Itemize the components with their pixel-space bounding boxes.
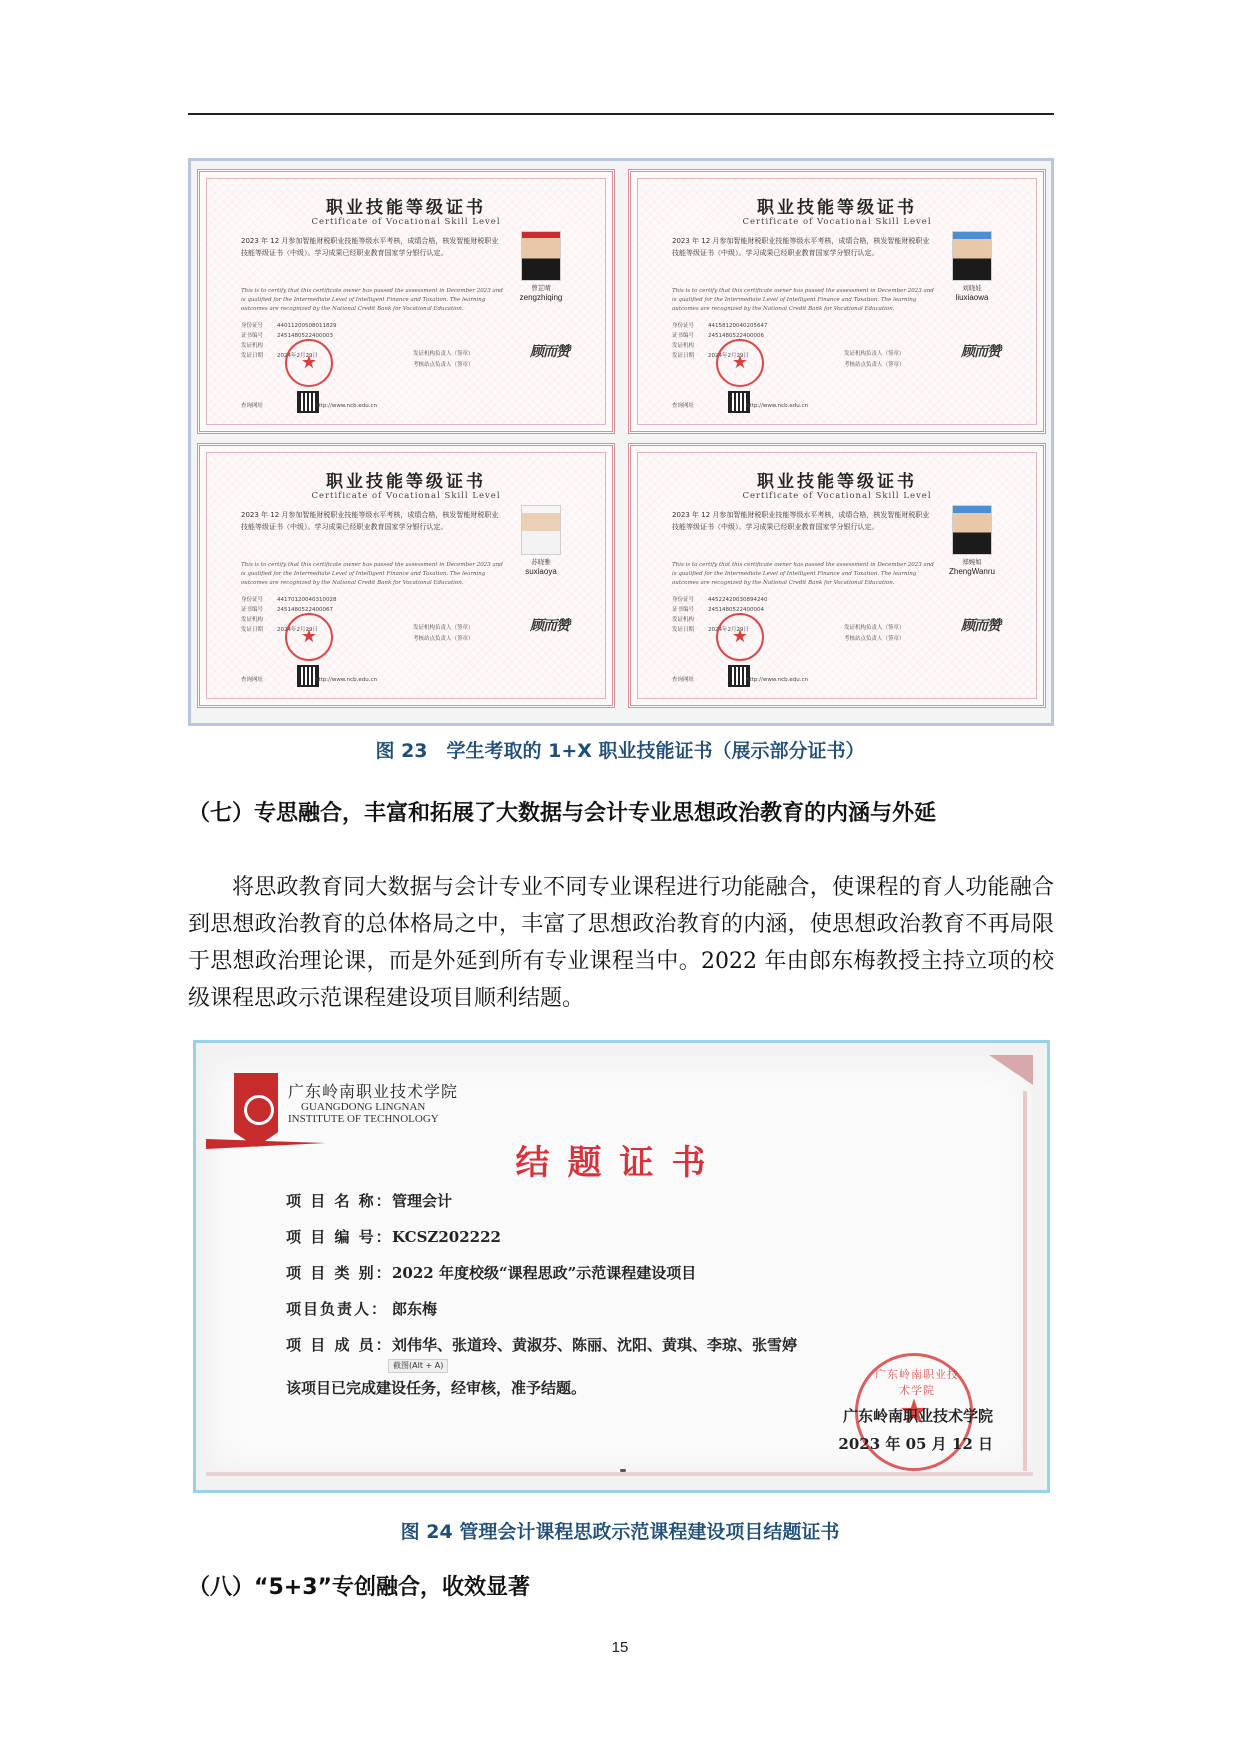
field-row: [672, 331, 768, 341]
field-value: 2024年2月29日: [708, 353, 749, 359]
verify-row: [672, 675, 808, 683]
signer-issuing: 发证机构负责人（签章）: [413, 351, 474, 357]
field-key: 项 目 名 称：: [286, 1192, 393, 1210]
field-row: [286, 1255, 906, 1291]
certificate-body-en: This is to certify that this certificate owner has passed the assessment in December 2023 and is qualified for the Intermediate Level of Intelligent Finance and Taxation. The learning outcomes are recognized by the National Credit Bank for Vocational Education.: [672, 288, 934, 312]
certificate-subtitle: Certificate of Vocational Skill Level: [742, 217, 932, 227]
official-seal-icon: [285, 613, 333, 661]
certificate-subtitle: Certificate of Vocational Skill Level: [311, 217, 501, 227]
official-seal-icon: [716, 613, 764, 661]
field-value: 2451480522400004: [708, 607, 764, 613]
field-row: [241, 331, 337, 341]
certificate-border: [637, 452, 1037, 699]
field-value: 2024年2月29日: [277, 353, 318, 359]
verify-label: 查询网址: [672, 403, 695, 409]
certificate-subtitle: Certificate of Vocational Skill Level: [311, 491, 501, 501]
field-key: 项 目 编 号：: [286, 1228, 393, 1246]
scroll-indicator: [620, 1469, 626, 1472]
signature: 顾而赞: [530, 618, 569, 634]
field-row: [672, 321, 768, 331]
certificate-border: [206, 452, 606, 699]
holder-pinyin: liuxiaowa: [955, 293, 989, 302]
field-key: 身份证号: [672, 323, 695, 329]
field-value: 44170120040310028: [277, 597, 337, 603]
field-value: 2451480522400006: [708, 333, 764, 339]
verify-row: [241, 675, 377, 683]
field-key: 发证机构: [241, 343, 264, 349]
field-value: 刘伟华、张道玲、黄淑芬、陈丽、沈阳、黄琪、李琼、张雪婷: [392, 1336, 798, 1354]
holder-pinyin: ZhengWanru: [949, 567, 995, 576]
holder-name: 苏晓雅: [531, 558, 551, 566]
verify-label: 查询网址: [241, 677, 264, 683]
official-seal-icon: [285, 339, 333, 387]
vocational-certificate: [628, 443, 1046, 708]
school-name-en: INSTITUTE OF TECHNOLOGY: [288, 1113, 439, 1125]
certificate-title: 结题证书: [515, 1143, 724, 1183]
field-row: [672, 605, 768, 615]
certificate-body-cn: 2023 年 12 月参加智能财税职业技能等级水平考核，成绩合格，核发智能财税职业技能等级证书（中级）。学习成果已经职业教育国家学分银行认定。: [672, 237, 930, 257]
verify-url: http://www.ncb.edu.cn: [315, 403, 377, 409]
certificate-date: 2023 年 05 月 12 日: [838, 1435, 993, 1453]
certificate-body-cn: 2023 年 12 月参加智能财税职业技能等级水平考核，成绩合格，核发智能财税职业技能等级证书（中级）。学习成果已经职业教育国家学分银行认定。: [672, 511, 930, 531]
page-number: 15: [611, 1639, 629, 1656]
field-value: 44522420030894240: [708, 597, 768, 603]
signer-assessment: 考核站点负责人（签章）: [413, 362, 474, 368]
field-row: [672, 595, 768, 605]
header-rule: [188, 113, 1054, 115]
holder-photo: [521, 505, 561, 555]
holder-name: 曾芷晴: [531, 284, 551, 292]
field-value: 2024年2月29日: [708, 627, 749, 633]
field-row: [241, 595, 337, 605]
field-key: 身份证号: [241, 323, 264, 329]
signer-assessment: 考核站点负责人（签章）: [413, 636, 474, 642]
verify-row: [241, 401, 377, 409]
verify-url: http://www.ncb.edu.cn: [746, 403, 808, 409]
section-7-paragraph: 将思政教育同大数据与会计专业不同专业课程进行功能融合，使课程的育人功能融合到思想政治教育的总体格局之中，丰富了思想政治教育的内涵，使思想政治教育不再局限于思想政治理论课，而是外延到所有专业课程当中。2022 年由郎东梅教授主持立项的校级课程思政示范课程建设项目顺利结题。: [188, 875, 1054, 1011]
holder-pinyin: suxiaoya: [525, 567, 557, 576]
field-value: 2024年2月29日: [277, 627, 318, 633]
certificate-body-en: This is to certify that this certificate owner has passed the assessment in December 2023 and is qualified for the Intermediate Level of Intelligent Finance and Taxation. The learning outcomes are recognized by the National Credit Bank for Vocational Education.: [672, 562, 934, 586]
holder-pinyin: zengzhiqing: [519, 293, 563, 302]
certificate-issuer: 广东岭南职业技术学院: [842, 1407, 993, 1425]
certificate-body-en: This is to certify that this certificate owner has passed the assessment in December 2023 and is qualified for the Intermediate Level of Intelligent Finance and Taxation. The learning outcomes are recognized by the National Credit Bank for Vocational Education.: [241, 288, 503, 312]
signer-issuing: 发证机构负责人（签章）: [844, 351, 905, 357]
verify-url: http://www.ncb.edu.cn: [315, 677, 377, 683]
edge-ribbon: [206, 1472, 1033, 1476]
field-key: 证书编号: [672, 607, 695, 613]
field-key: 发证日期: [241, 627, 264, 633]
field-row: [286, 1183, 906, 1219]
certificate-subtitle: Certificate of Vocational Skill Level: [742, 491, 932, 501]
holder-photo: [952, 505, 992, 555]
signers: [413, 623, 474, 645]
certificate-title: 职业技能等级证书: [757, 472, 917, 492]
field-key: 发证机构: [672, 617, 695, 623]
field-value: 管理会计: [392, 1192, 453, 1210]
field-key: 项 目 类 别：: [286, 1264, 393, 1282]
section-8-heading: （八）“5+3”专创融合，收效显著: [188, 1575, 530, 1600]
field-row: [286, 1219, 906, 1255]
verify-label: 查询网址: [241, 403, 264, 409]
section-7-heading: （七）专思融合，丰富和拓展了大数据与会计专业思想政治教育的内涵与外延: [188, 801, 937, 826]
screenshot-tooltip: 截图(Alt + A): [388, 1359, 448, 1373]
field-row: [241, 605, 337, 615]
field-key: 身份证号: [241, 597, 264, 603]
field-key: 发证日期: [672, 627, 695, 633]
seal-text: 广东岭南职业技术学院: [875, 1368, 959, 1397]
figure-24-caption: 图 24 管理会计课程思政示范课程建设项目结题证书: [400, 1521, 840, 1543]
official-seal-icon: [716, 339, 764, 387]
signature: 顾而赞: [961, 618, 1000, 634]
signer-assessment: 考核站点负责人（签章）: [844, 362, 905, 368]
verify-row: [672, 401, 808, 409]
certificate-title: 职业技能等级证书: [326, 472, 486, 492]
holder-name: 刘晓娃: [962, 284, 982, 292]
certificate-closing: 该项目已完成建设任务，经审核，准予结题。: [286, 1379, 587, 1397]
field-row: [286, 1327, 906, 1363]
figure-23-certificate-grid: [188, 158, 1054, 726]
field-value: 2022 年度校级“课程思政”示范课程建设项目: [392, 1264, 697, 1282]
field-value: 郎东梅: [392, 1300, 438, 1318]
signers: [844, 349, 905, 371]
field-key: 证书编号: [241, 607, 264, 613]
figure-24-completion-certificate: [193, 1040, 1050, 1493]
certificate-border: [637, 178, 1037, 425]
holder-photo: [521, 231, 561, 281]
field-key: 发证日期: [241, 353, 264, 359]
certificate-body-en: This is to certify that this certificate owner has passed the assessment in December 2023 and is qualified for the Intermediate Level of Intelligent Finance and Taxation. The learning outcomes are recognized by the National Credit Bank for Vocational Education.: [241, 562, 503, 586]
verify-url: http://www.ncb.edu.cn: [746, 677, 808, 683]
field-value: 2451480522400003: [277, 333, 333, 339]
certificate-body-cn: 2023 年 12 月参加智能财税职业技能等级水平考核，成绩合格，核发智能财税职业技能等级证书（中级）。学习成果已经职业教育国家学分银行认定。: [241, 511, 499, 531]
vocational-certificate: [197, 169, 615, 434]
field-key: 发证日期: [672, 353, 695, 359]
field-key: 项目负责人：: [286, 1300, 389, 1318]
verify-label: 查询网址: [672, 677, 695, 683]
corner-ribbon: [989, 1055, 1033, 1085]
figure-23-caption: 图 23 学生考取的 1+X 职业技能证书（展示部分证书）: [375, 740, 865, 762]
signature: 顾而赞: [530, 344, 569, 360]
field-key: 证书编号: [672, 333, 695, 339]
certificate-border: [206, 178, 606, 425]
field-key: 发证机构: [241, 617, 264, 623]
field-value: KCSZ202222: [392, 1228, 501, 1246]
school-name-en: GUANGDONG LINGNAN: [301, 1101, 426, 1113]
field-value: 44011200508011829: [277, 323, 337, 329]
field-value: 44158120040205647: [708, 323, 768, 329]
field-key: 发证机构: [672, 343, 695, 349]
certificate-title: 职业技能等级证书: [326, 198, 486, 218]
certificate-body-cn: 2023 年 12 月参加智能财税职业技能等级水平考核，成绩合格，核发智能财税职业技能等级证书（中级）。学习成果已经职业教育国家学分银行认定。: [241, 237, 499, 257]
holder-name: 郑婉如: [962, 558, 982, 566]
field-key: 项 目 成 员：: [286, 1336, 393, 1354]
school-name-cn: 广东岭南职业技术学院: [288, 1082, 459, 1101]
signers: [413, 349, 474, 371]
certificate-fields: [286, 1183, 906, 1363]
field-key: 身份证号: [672, 597, 695, 603]
field-key: 证书编号: [241, 333, 264, 339]
field-row: [241, 321, 337, 331]
certificate-title: 职业技能等级证书: [757, 198, 917, 218]
field-row: [286, 1291, 906, 1327]
vocational-certificate: [628, 169, 1046, 434]
signers: [844, 623, 905, 645]
signer-issuing: 发证机构负责人（签章）: [413, 625, 474, 631]
vocational-certificate: [197, 443, 615, 708]
signer-issuing: 发证机构负责人（签章）: [844, 625, 905, 631]
signature: 顾而赞: [961, 344, 1000, 360]
holder-photo: [952, 231, 992, 281]
field-value: 2451480522400067: [277, 607, 333, 613]
certificate-paper: [206, 1055, 1033, 1476]
signer-assessment: 考核站点负责人（签章）: [844, 636, 905, 642]
